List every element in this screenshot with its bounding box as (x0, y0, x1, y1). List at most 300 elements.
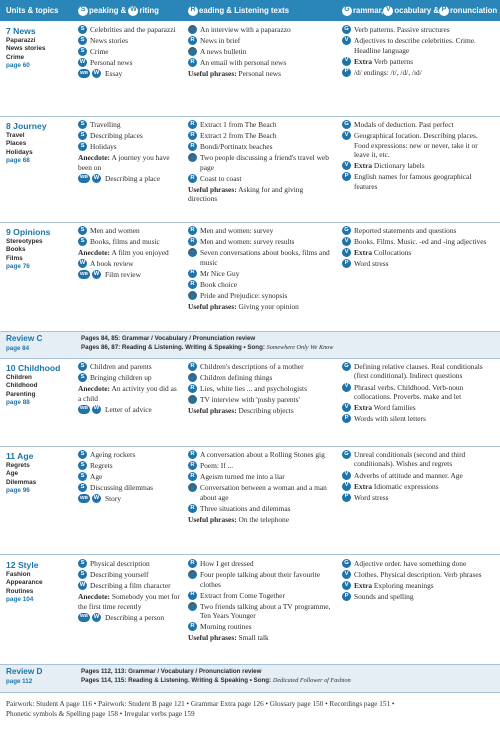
unit-subtopic: Childhood (6, 382, 38, 390)
reading-icon: R (188, 120, 197, 129)
workbook-icon: WB (78, 69, 90, 78)
headphones-icon: 🎧 (188, 291, 197, 300)
item-text: An interview with a paparazzo (200, 25, 291, 34)
unit-subtopic: Children (6, 373, 32, 381)
item-text: Exploring meanings (373, 581, 434, 591)
item-text: Personal news (238, 69, 282, 79)
unit-cell (6, 121, 47, 166)
item-label: Extra (354, 403, 373, 413)
review-line: Pages 112, 113: Grammar / Vocabulary / Pronunciation review (81, 668, 262, 675)
list-item (78, 270, 180, 279)
unit-subtopic: Parenting (6, 390, 36, 398)
item-text: Men and women (90, 226, 140, 235)
unit-page: page 88 (6, 399, 30, 407)
grammar-icon: G (342, 120, 351, 129)
reading-icon: R (188, 591, 197, 600)
headphones-icon: 🎧 (188, 483, 197, 492)
list-item (188, 25, 334, 34)
reading-icon: R (188, 237, 197, 246)
review-title: Review D (6, 667, 43, 676)
item-text: Describing places (90, 131, 143, 141)
item-text: Lies, white lies ... and psychologists (200, 384, 307, 394)
unit-subtopic: Fashion (6, 570, 31, 578)
list-item (78, 120, 180, 129)
writing-icon: W (92, 69, 101, 78)
speaking-icon: S (78, 226, 87, 235)
item-text: Three situations and dilemmas (200, 503, 291, 513)
item-text: Two friends talking about a TV programme, Ten Years Younger (200, 601, 331, 621)
item-text: Bondi/Portinatx beaches (200, 142, 273, 152)
list-item (342, 403, 494, 412)
review-page: page 84 (6, 344, 30, 352)
reading-icon: R (188, 280, 197, 289)
item-text: Story (105, 494, 122, 504)
list-item (188, 602, 334, 621)
vocabulary-icon: V (342, 57, 351, 66)
writing-icon: W (128, 6, 138, 16)
item-text: Men and women: survey (200, 226, 274, 235)
list-item (188, 291, 334, 300)
speaking-icon: S (78, 461, 87, 470)
item-label: Extra (354, 248, 373, 258)
header-grammar-vocab-pron: G rammar, V ocabulary & P ronunciation (342, 0, 497, 21)
list-item (78, 47, 180, 56)
item-text: Describing a place (105, 173, 160, 183)
row-divider (0, 116, 500, 117)
workbook-icon: WB (78, 174, 90, 183)
vocabulary-icon: V (342, 403, 351, 412)
unit-subtopic: Appearance (6, 579, 43, 587)
item-text: Two people discussing a friend's travel web page (200, 153, 329, 172)
list-item (78, 142, 180, 151)
item-text: Books, films and music (90, 237, 160, 247)
reading-listening-cell (188, 450, 334, 526)
unit-cell (6, 451, 36, 496)
item-text: Describing yourself (90, 570, 149, 580)
unit-subtopic: Holidays (6, 148, 33, 156)
item-text: Verb patterns (373, 56, 413, 66)
header-speaking-writing: S peaking & W riting (78, 0, 159, 21)
item-text: Children defining things (200, 373, 273, 383)
writing-icon: W (78, 259, 87, 268)
speaking-icon: S (78, 373, 87, 382)
headphones-icon: 🎧 (188, 373, 197, 382)
item-text: Extract from Come Together (200, 590, 285, 600)
speaking-icon: S (78, 362, 87, 371)
unit-page: page 104 (6, 596, 34, 604)
row-divider (0, 331, 500, 332)
unit-subtopic: News stories (6, 45, 46, 53)
unit-cell (6, 560, 43, 605)
unit-page: page 96 (6, 487, 30, 495)
workbook-icon: WB (78, 613, 90, 622)
list-item (188, 633, 334, 642)
list-item (342, 25, 494, 34)
item-text: Film review (105, 270, 141, 280)
review-line: Pages 114, 115: Reading & Listening. Writing & Speaking • Song: Dedicated Follower of Fashion (81, 676, 351, 684)
item-label: Useful phrases: (188, 406, 237, 416)
workbook-icon: WB (78, 270, 90, 279)
list-item (188, 185, 334, 204)
row-divider (0, 692, 500, 693)
list-item (342, 581, 494, 590)
item-label: Anecdote: (78, 248, 111, 258)
review-page: page 112 (6, 677, 33, 685)
unit-subtopic: Films (6, 254, 23, 262)
speaking-icon: S (78, 47, 87, 56)
reading-icon: R (188, 6, 198, 16)
writing-icon: W (78, 58, 87, 67)
item-text: Mr Nice Guy (200, 268, 240, 278)
reading-listening-cell (188, 25, 334, 80)
list-item (342, 120, 494, 129)
list-item (342, 172, 494, 191)
item-text: Book choice (200, 279, 238, 289)
list-item (188, 395, 334, 404)
item-text: Books. Films. Music. -ed and -ing adjectives (354, 237, 487, 247)
item-text: Asking for and giving directions (188, 184, 304, 204)
unit-subtopic: Books (6, 246, 26, 254)
reading-icon: R (188, 269, 197, 278)
unit-subtopic: Travel (6, 131, 25, 139)
list-item (78, 494, 180, 503)
song-title: Somewhere Only We Know (266, 343, 334, 351)
song-title: Dedicated Follower of Fashion (272, 676, 351, 684)
list-item (342, 362, 494, 381)
list-item (188, 174, 334, 183)
item-text: Crime (90, 47, 109, 57)
review-title: Review C (6, 334, 43, 343)
list-item (78, 483, 180, 492)
writing-icon: W (92, 494, 101, 503)
reading-icon: R (188, 226, 197, 235)
grammar-icon: G (342, 226, 351, 235)
pronunciation-icon: P (342, 68, 351, 77)
headphones-icon: 🎧 (188, 248, 197, 257)
vocabulary-icon: V (342, 471, 351, 480)
item-label: Useful phrases: (188, 69, 237, 79)
review-line: Pages 86, 87: Reading & Listening. Writing & Speaking • Song: Somewhere Only We Know (81, 343, 334, 351)
reading-icon: R (188, 362, 197, 371)
item-text: Adjectives to describe celebrities. Crime. Headline language (354, 36, 476, 55)
list-item (78, 174, 180, 183)
item-text: Poem: If ... (200, 461, 234, 471)
item-text: A film you enjoyed (111, 248, 169, 258)
review-line: Pages 84, 85: Grammar / Vocabulary / Pronunciation review (81, 335, 256, 342)
unit-title: 7 News (6, 26, 36, 36)
vocabulary-icon: V (342, 248, 351, 257)
item-text: Verb patterns. Passive structures (354, 25, 450, 34)
unit-title: 9 Opinions (6, 227, 51, 237)
unit-subtopic: Crime (6, 53, 25, 61)
item-text: Describing a film character (90, 581, 171, 591)
item-text: A journey you have been on (78, 153, 170, 172)
item-label: Anecdote: (78, 153, 111, 163)
list-item (78, 373, 180, 382)
list-item (342, 226, 494, 235)
speaking-icon: S (78, 570, 87, 579)
list-item (188, 373, 334, 382)
writing-icon: W (78, 581, 87, 590)
reading-icon: R (188, 174, 197, 183)
item-text: Conversation between a woman and a man about age (200, 483, 327, 502)
list-item (188, 237, 334, 246)
item-text: Letter of advice (105, 404, 152, 414)
item-text: Clothes. Physical description. Verb phrases (354, 570, 482, 580)
speaking-icon: S (78, 142, 87, 151)
item-text: Geographical location. Describing places. Food expressions: new or never, take it or leave it, etc. (354, 131, 478, 159)
speaking-icon: S (78, 450, 87, 459)
list-item (188, 248, 334, 267)
list-item (78, 248, 180, 257)
speaking-icon: S (78, 237, 87, 246)
list-item (78, 592, 180, 611)
pronunciation-icon: P (342, 172, 351, 181)
reading-icon: R (188, 559, 197, 568)
item-text: Children and parents (90, 362, 152, 371)
list-item (78, 131, 180, 140)
unit-cell (6, 363, 60, 408)
header-reading-listening: R eading & Listening texts (188, 0, 289, 21)
list-item (78, 58, 180, 67)
item-text: Extract 1 from The Beach (200, 120, 277, 129)
list-item (342, 57, 494, 66)
list-item (78, 226, 180, 235)
list-item (188, 280, 334, 289)
review-c-content (81, 335, 491, 352)
item-text: Sounds and spelling (354, 592, 414, 602)
vocabulary-icon: V (342, 36, 351, 45)
item-text: A book review (90, 259, 134, 269)
unit-subtopic: Stereotypes (6, 237, 43, 245)
list-item (342, 570, 494, 579)
reading-icon: R (188, 131, 197, 140)
item-label: Extra (354, 581, 373, 591)
writing-icon: W (92, 174, 101, 183)
item-text: Seven conversations about books, films and music (200, 248, 330, 267)
row-divider (0, 554, 500, 555)
list-item (188, 504, 334, 513)
reading-icon: R (188, 472, 197, 481)
reading-icon: R (188, 142, 197, 151)
pronunciation-icon: P (342, 592, 351, 601)
list-item (78, 384, 180, 403)
item-text: Small talk (238, 633, 269, 643)
item-text: Ageing rockers (90, 450, 136, 459)
list-item (188, 302, 334, 311)
writing-icon: W (92, 613, 101, 622)
list-item (78, 613, 180, 622)
unit-subtopic: Paparazzi (6, 36, 36, 44)
list-item (188, 472, 334, 481)
vocabulary-icon: V (342, 161, 351, 170)
list-item (188, 69, 334, 78)
workbook-icon: WB (78, 405, 90, 414)
speaking-writing-cell (78, 559, 180, 624)
list-item (188, 36, 334, 45)
list-item (188, 570, 334, 589)
grammar-icon: G (342, 25, 351, 34)
unit-title: 11 Age (6, 451, 34, 461)
unit-subtopic: Routines (6, 587, 34, 595)
unit-title: 10 Childhood (6, 363, 61, 373)
writing-icon: W (92, 270, 101, 279)
unit-cell (6, 26, 45, 71)
item-text: Personal news (90, 58, 133, 68)
item-label: Extra (354, 56, 373, 66)
pronunciation-icon: P (439, 6, 449, 16)
item-text: Four people talking about their favourite clothes (200, 570, 321, 589)
list-item (188, 58, 334, 67)
item-label: Anecdote: (78, 384, 111, 394)
list-item (342, 248, 494, 257)
item-text: Giving your opinion (238, 301, 299, 311)
item-text: Describing a person (105, 612, 165, 622)
headphones-icon: 🎧 (188, 602, 197, 611)
vocabulary-icon: V (342, 482, 351, 491)
list-item (188, 406, 334, 415)
reading-icon: R (188, 58, 197, 67)
grammar-icon: G (342, 6, 352, 16)
item-text: Holidays (90, 142, 117, 152)
list-item (342, 450, 494, 469)
grammar-vocab-cell (342, 25, 494, 79)
list-item (188, 591, 334, 600)
item-text: Unreal conditionals (second and third conditionals). Wishes and regrets (354, 450, 466, 469)
list-item (188, 483, 334, 502)
speaking-icon: S (78, 559, 87, 568)
item-text: Reported statements and questions (354, 226, 457, 235)
list-item (78, 570, 180, 579)
item-text: An email with personal news (200, 58, 287, 68)
vocabulary-icon: V (342, 570, 351, 579)
item-text: Age (90, 472, 103, 482)
vocabulary-icon: V (383, 6, 393, 16)
list-item (188, 622, 334, 631)
list-item (188, 269, 334, 278)
item-text: Adjective order. have something done (354, 559, 467, 568)
speaking-icon: S (78, 120, 87, 129)
pronunciation-icon: P (342, 259, 351, 268)
list-item (342, 383, 494, 402)
reading-icon: R (188, 504, 197, 513)
list-item (78, 153, 180, 172)
list-item (78, 362, 180, 371)
header-units-topics: Units & topics (6, 5, 59, 15)
unit-page: page 76 (6, 263, 30, 271)
item-label: Anecdote: (78, 592, 111, 602)
grammar-icon: G (342, 362, 351, 371)
reading-icon: R (188, 461, 197, 470)
list-item (342, 36, 494, 55)
list-item (78, 259, 180, 268)
item-text: English names for famous geographical features (354, 172, 472, 191)
list-item (188, 384, 334, 393)
pronunciation-icon: P (342, 493, 351, 502)
list-item (188, 120, 334, 129)
item-text: Idiomatic expressions (373, 481, 439, 491)
item-text: /d/ endings: /t/, /d/, /ɪd/ (354, 67, 422, 77)
reading-listening-cell (188, 120, 334, 205)
list-item (78, 237, 180, 246)
row-divider (0, 664, 500, 665)
list-item (342, 471, 494, 480)
speaking-writing-cell (78, 25, 180, 80)
list-item (188, 450, 334, 459)
headphones-icon: 🎧 (188, 25, 197, 34)
item-text: Dictionary labels (373, 161, 425, 171)
unit-title: 8 Journey (6, 121, 47, 131)
item-text: On the telephone (238, 514, 290, 524)
item-text: Morning routines (200, 622, 252, 632)
item-text: Children's descriptions of a mother (200, 362, 304, 371)
item-text: News in brief (200, 36, 241, 46)
speaking-writing-cell (78, 362, 180, 416)
row-divider (0, 358, 500, 359)
reading-icon: R (188, 384, 197, 393)
item-text: Discussing dilemmas (90, 483, 154, 493)
footer-line: Phonetic symbols & Spelling page 158 • Irregular verbs page 159 (6, 710, 195, 719)
list-item (188, 362, 334, 371)
item-text: Word stress (354, 492, 389, 502)
list-item (342, 493, 494, 502)
speaking-writing-cell (78, 120, 180, 185)
footer-references (6, 699, 494, 720)
item-text: Men and women: survey results (200, 237, 295, 247)
unit-cell (6, 227, 50, 272)
review-c-cell (6, 334, 42, 352)
item-text: Collocations (373, 248, 412, 258)
workbook-icon: WB (78, 494, 90, 503)
item-text: Defining relative clauses. Real conditionals (first conditional). Indirect questions (354, 362, 483, 381)
item-text: Coast to coast (200, 173, 242, 183)
unit-subtopic: Age (6, 470, 19, 478)
reading-listening-cell (188, 559, 334, 644)
item-text: Ageism turned me into a liar (200, 472, 285, 482)
item-text: News stories (90, 36, 128, 46)
list-item (188, 515, 334, 524)
vocabulary-icon: V (342, 131, 351, 140)
reading-listening-cell (188, 362, 334, 417)
list-item (188, 226, 334, 235)
item-text: Bringing children up (90, 373, 152, 383)
list-item (78, 472, 180, 481)
list-item (342, 592, 494, 601)
grammar-vocab-cell (342, 450, 494, 504)
list-item (342, 237, 494, 246)
speaking-icon: S (78, 131, 87, 140)
item-text: Describing objects (238, 406, 294, 416)
list-item (342, 161, 494, 170)
reading-icon: R (188, 622, 197, 631)
unit-subtopic: Regrets (6, 461, 30, 469)
vocabulary-icon: V (342, 581, 351, 590)
item-text: Modals of deduction. Past perfect (354, 120, 454, 129)
review-d-content (81, 668, 491, 685)
item-label: Useful phrases: (188, 184, 237, 194)
list-item (78, 405, 180, 414)
reading-icon: R (188, 450, 197, 459)
speaking-writing-cell (78, 226, 180, 281)
item-text: A news bulletin (200, 47, 247, 57)
speaking-icon: S (78, 25, 87, 34)
list-item (78, 450, 180, 459)
list-item (78, 25, 180, 34)
list-item (342, 68, 494, 77)
item-text: Physical description (90, 559, 150, 568)
item-label: Extra (354, 161, 373, 171)
item-text: Adverbs of attitude and manner. Age (354, 470, 463, 480)
